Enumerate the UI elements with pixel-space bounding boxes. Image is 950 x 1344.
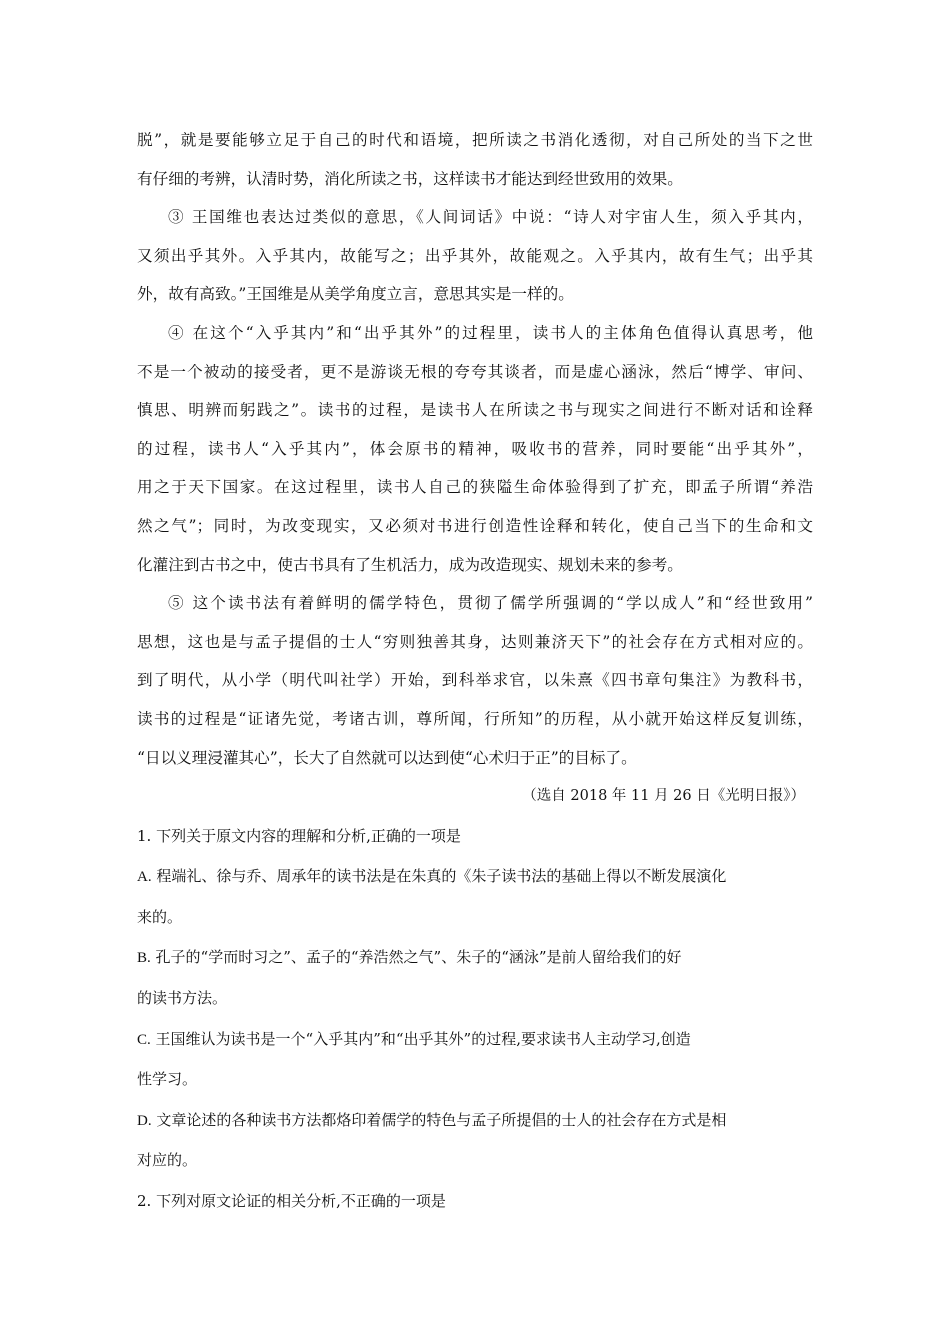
option-text-continued: 的读书方法。 <box>137 989 228 1008</box>
question-1 <box>137 816 813 1181</box>
text-line: ⑤ 这个读书法有着鲜明的儒学特色，贯彻了儒学所强调的“学以成人”和“经世致用” <box>168 594 813 613</box>
option-label: B. <box>137 950 151 967</box>
option-text: 程端礼、徐与乔、周承年的读书法是在朱真的《朱子读书法的基础上得以不断发展演化 <box>156 867 727 886</box>
option-text: 王国维认为读书是一个“入乎其内”和“出乎其外”的过程,要求读书人主动学习,创造 <box>155 1029 691 1048</box>
text-line: 脱”，就是要能够立足于自己的时代和语境，把所读之书消化透彻，对自己所处的当下之世 <box>137 131 813 149</box>
text-line: 化灌注到古书之中，使古书具有了生机活力，成为改造现实、规划未来的参考。 <box>137 555 683 574</box>
question-stem: 2. 下列对原文论证的相关分析,不正确的一项是 <box>137 1192 446 1211</box>
text-line: ③ 王国维也表达过类似的意思，《人间词话》中说：“诗人对宇宙人生，须入乎其内， <box>168 208 813 227</box>
text-line: 用之于天下国家。在这过程里，读书人自己的狭隘生命体验得到了扩充，即孟子所谓“养浩 <box>137 478 813 497</box>
text-line: 不是一个被动的接受者，更不是游谈无根的夸夸其谈者，而是虚心涵泳，然后“博学、审问、 <box>137 362 813 381</box>
option-c <box>137 1019 813 1100</box>
text-line: 慎思、明辨而躬践之”。读书的过程，是读书人在所读之书与现实之间进行不断对话和诠释 <box>137 401 813 420</box>
question-2 <box>137 1181 813 1222</box>
paragraph-4 <box>137 314 813 584</box>
option-a <box>137 856 813 937</box>
text-line: 又须出乎其外。入乎其内，故能写之；出乎其外，故能观之。入乎其内，故有生气；出乎其 <box>137 246 813 265</box>
option-label: D. <box>137 1112 152 1129</box>
option-b <box>137 937 813 1018</box>
option-text-continued: 性学习。 <box>137 1070 198 1089</box>
paragraph-5 <box>137 584 813 777</box>
option-text: 孔子的“学而时习之”、孟子的“养浩然之气”、朱子的“涵泳”是前人留给我们的好 <box>155 948 682 967</box>
paragraph-2-continued <box>137 121 813 198</box>
article-body <box>137 121 813 1222</box>
text-line: 有仔细的考辨，认清时势，消化所读之书，这样读书才能达到经世致用的效果。 <box>137 169 683 188</box>
paragraph-3 <box>137 198 813 314</box>
option-text-continued: 对应的。 <box>137 1151 198 1170</box>
option-label: C. <box>137 1031 151 1048</box>
text-line: 的过程，读书人“入乎其内”，体会原书的精神，吸收书的营养，同时要能“出乎其外”， <box>137 439 813 458</box>
text-line: 到了明代，从小学（明代叫社学）开始，到科举求官，以朱熹《四书章句集注》为教科书， <box>137 671 813 690</box>
option-d <box>137 1100 813 1181</box>
text-line: 外，故有高致。”王国维是从美学角度立言，意思其实是一样的。 <box>137 285 574 304</box>
text-line: 读书的过程是“证诸先觉，考诸古训，尊所闻，行所知”的历程，从小就开始这样反复训练， <box>137 709 813 728</box>
question-stem: 1. 下列关于原文内容的理解和分析,正确的一项是 <box>137 826 461 845</box>
source-citation: （选自 2018 年 11 月 26 日《光明日报》） <box>522 788 805 805</box>
option-text: 文章论述的各种读书方法都烙印着儒学的特色与孟子所提倡的士人的社会存在方式是相 <box>156 1110 727 1129</box>
text-line: ④ 在这个“入乎其内”和“出乎其外”的过程里，读书人的主体角色值得认真思考，他 <box>168 323 813 342</box>
text-line: 思想，这也是与孟子提倡的士人“穷则独善其身，达则兼济天下”的社会存在方式相对应的。 <box>137 632 813 651</box>
option-text-continued: 来的。 <box>137 907 183 926</box>
text-line: “日以义理浸灌其心”，长大了自然就可以达到使“心术归于正”的目标了。 <box>137 748 637 767</box>
text-line: 然之气”；同时，为改变现实，又必须对书进行创造性诠释和转化，使自己当下的生命和文 <box>137 516 813 535</box>
option-label: A. <box>137 869 152 886</box>
